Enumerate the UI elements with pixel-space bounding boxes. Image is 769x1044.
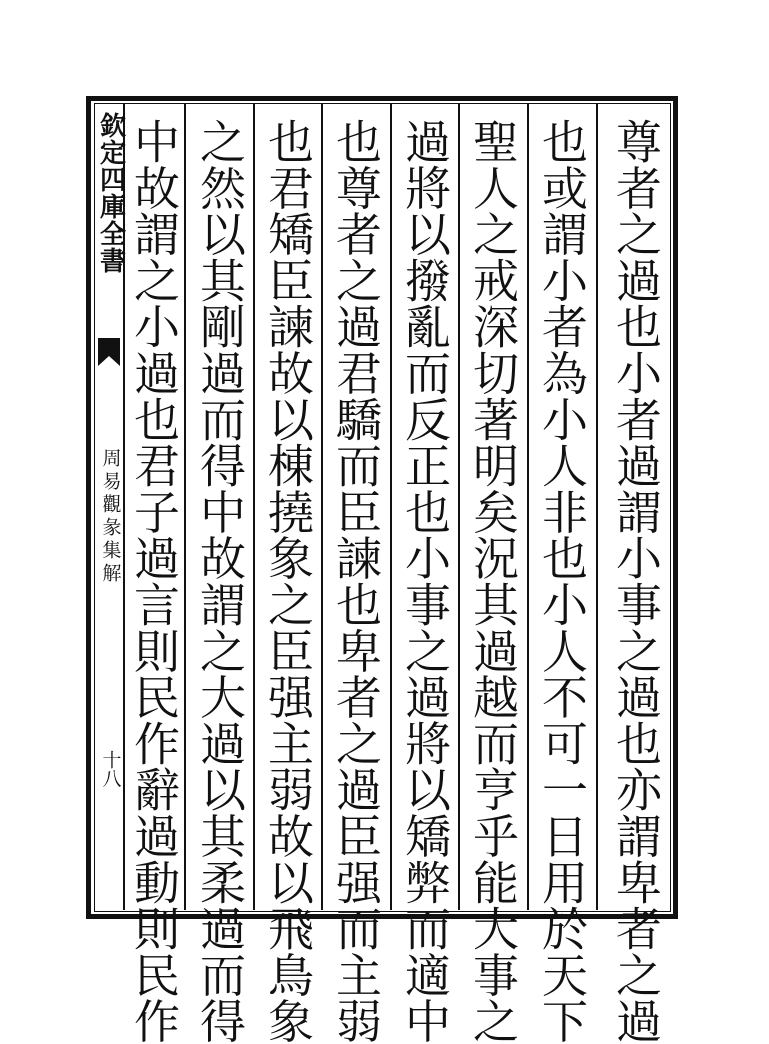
column-rule xyxy=(596,104,598,910)
column-rule xyxy=(390,104,392,910)
text-column-1: 尊者之過也小者過謂小事之過也亦謂卑者之過 xyxy=(609,118,663,1044)
column-rule xyxy=(184,104,186,910)
text-column-3: 聖人之戒深切著明矣況其過越而亨乎能大事之 xyxy=(466,118,520,1044)
text-column-5: 也尊者之過君驕而臣諫也卑者之過臣强而主弱 xyxy=(329,118,383,1044)
text-column-8: 中故謂之小過也君子過言則民作辭過動則民作 xyxy=(127,118,181,1044)
fishtail-mark xyxy=(98,338,120,356)
text-column-6: 也君矯臣諫故以棟撓象之臣强主弱故以飛鳥象 xyxy=(261,118,315,1044)
column-rule xyxy=(458,104,460,910)
text-column-2: 也或謂小者為小人非也小人不可一日用於天下 xyxy=(535,118,589,1044)
column-rule xyxy=(527,104,529,910)
text-column-4: 過將以撥亂而反正也小事之過將以矯弊而適中 xyxy=(398,118,452,1044)
collection-title: 欽定四庫全書 xyxy=(95,112,126,274)
column-rule xyxy=(321,104,323,910)
page-number: 十八 xyxy=(99,750,122,788)
text-column-7: 之然以其剛過而得中故謂之大過以其柔過而得 xyxy=(193,118,247,1044)
column-rule xyxy=(253,104,255,910)
book-title: 周易觀彖集解 xyxy=(99,448,122,586)
